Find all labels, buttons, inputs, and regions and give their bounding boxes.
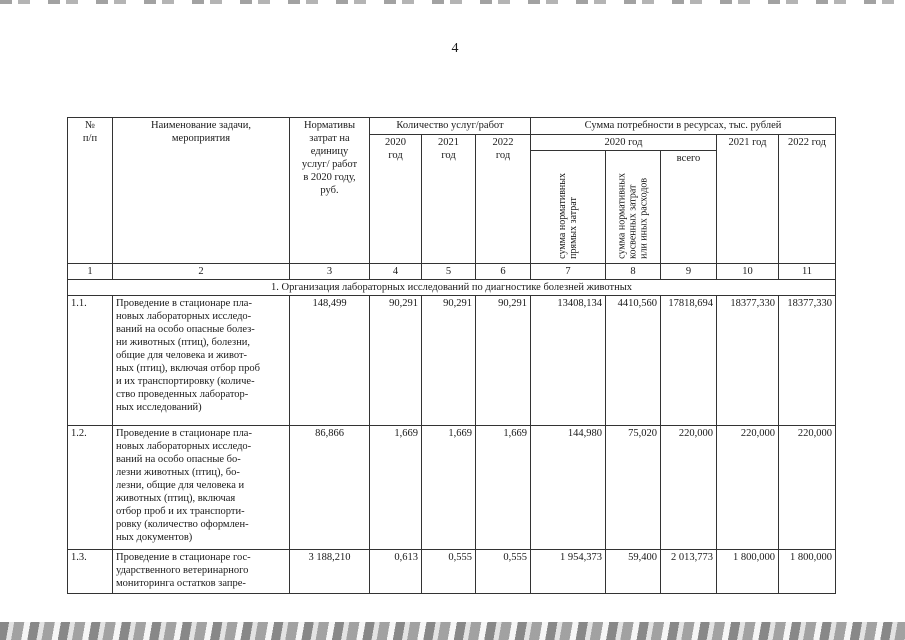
row-qty-2021: 0,555	[422, 550, 476, 594]
table-row	[68, 296, 836, 426]
header-qty-2020: 2020 год	[370, 135, 422, 264]
header-sum-group: Сумма потребности в ресурсах, тыс. рублей	[531, 118, 836, 135]
header-norm: Нормативы затрат на единицу услуг/ работ в 2020 году, руб.	[290, 118, 370, 264]
index-cell: 1	[68, 264, 113, 280]
scan-edge-bottom	[0, 622, 905, 640]
row-sum-2022: 1 800,000	[779, 550, 836, 594]
header-quantity-group: Количество услуг/работ	[370, 118, 531, 135]
row-number: 1.1.	[68, 296, 113, 426]
row-qty-2022: 1,669	[476, 426, 531, 550]
row-task-name: Проведение в стационаре пла- новых лабораторных исследо- ваний на особо опасные бо- лезни животных (птиц), бо- лезни, общие для человека и животных (птиц), включая отбор проб и их транспорти- ровку (количество оформлен- ных документов)	[113, 426, 290, 550]
row-qty-2022: 0,555	[476, 550, 531, 594]
header-direct-costs: сумма нормативных прямых затрат	[557, 173, 579, 259]
header-direct-costs-cell	[531, 151, 606, 264]
row-sum-2021: 1 800,000	[717, 550, 779, 594]
row-direct-costs: 144,980	[531, 426, 606, 550]
row-direct-costs: 1 954,373	[531, 550, 606, 594]
section-row	[68, 280, 836, 296]
row-norm: 86,866	[290, 426, 370, 550]
row-number: 1.2.	[68, 426, 113, 550]
column-index-row	[68, 264, 836, 280]
index-cell: 11	[779, 264, 836, 280]
row-sum-2022: 18377,330	[779, 296, 836, 426]
row-sum-2021: 18377,330	[717, 296, 779, 426]
row-sum-2022: 220,000	[779, 426, 836, 550]
header-number: № п/п	[68, 118, 113, 264]
row-qty-2020: 90,291	[370, 296, 422, 426]
header-indirect-costs-cell	[606, 151, 661, 264]
scan-edge-top	[0, 0, 905, 4]
index-cell: 4	[370, 264, 422, 280]
header-total: всего	[661, 151, 717, 264]
section-title: 1. Организация лабораторных исследований по диагностике болезней животных	[68, 280, 836, 296]
header-task-name: Наименование задачи, мероприятия	[113, 118, 290, 264]
header-qty-2021: 2021 год	[422, 135, 476, 264]
index-cell: 7	[531, 264, 606, 280]
index-cell: 3	[290, 264, 370, 280]
header-sum-2020: 2020 год	[531, 135, 717, 151]
header-sum-2022: 2022 год	[779, 135, 836, 264]
row-total: 17818,694	[661, 296, 717, 426]
table-row	[68, 426, 836, 550]
row-qty-2022: 90,291	[476, 296, 531, 426]
index-cell: 6	[476, 264, 531, 280]
page-number: 4	[451, 41, 459, 56]
index-cell: 5	[422, 264, 476, 280]
row-qty-2020: 0,613	[370, 550, 422, 594]
index-cell: 10	[717, 264, 779, 280]
row-qty-2021: 1,669	[422, 426, 476, 550]
row-total: 220,000	[661, 426, 717, 550]
row-qty-2021: 90,291	[422, 296, 476, 426]
row-sum-2021: 220,000	[717, 426, 779, 550]
row-indirect-costs: 4410,560	[606, 296, 661, 426]
header-indirect-costs: сумма нормативных косвенных затрат или иных расходов	[616, 173, 650, 259]
index-cell: 2	[113, 264, 290, 280]
row-task-name: Проведение в стационаре пла- новых лабораторных исследо- ваний на особо опасные болез- ни животных (птиц), болезни, общие для человека и живот- ных (птиц), включая отбор проб и их транспортировку (количе- ство проведенных лаборатор- ных исследований)	[113, 296, 290, 426]
row-direct-costs: 13408,134	[531, 296, 606, 426]
index-cell: 9	[661, 264, 717, 280]
header-sum-2021: 2021 год	[717, 135, 779, 264]
header-qty-2022: 2022 год	[476, 135, 531, 264]
row-norm: 148,499	[290, 296, 370, 426]
row-task-name: Проведение в стационаре гос- ударственного ветеринарного мониторинга остатков запре-	[113, 550, 290, 594]
resource-table	[67, 117, 836, 594]
row-qty-2020: 1,669	[370, 426, 422, 550]
row-number: 1.3.	[68, 550, 113, 594]
row-indirect-costs: 75,020	[606, 426, 661, 550]
index-cell: 8	[606, 264, 661, 280]
row-indirect-costs: 59,400	[606, 550, 661, 594]
table-row	[68, 550, 836, 594]
row-norm: 3 188,210	[290, 550, 370, 594]
row-total: 2 013,773	[661, 550, 717, 594]
